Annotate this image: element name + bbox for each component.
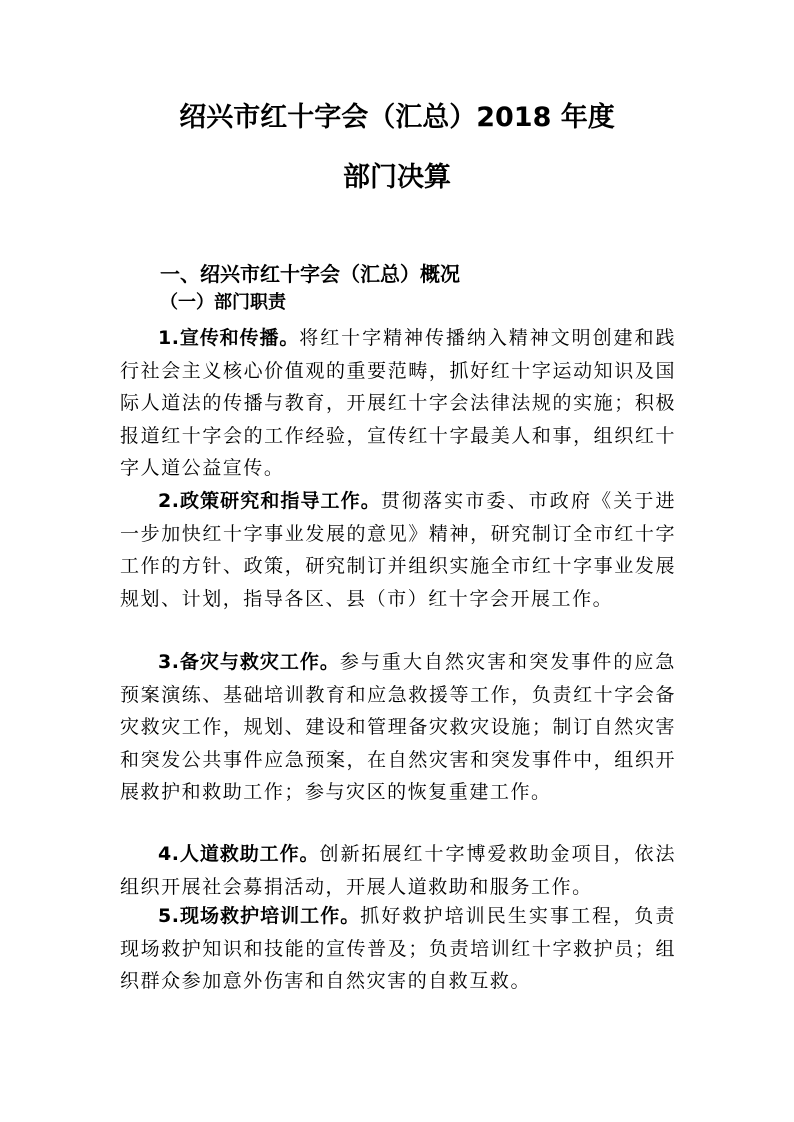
paragraph-lead: 5.现场救护培训工作。 xyxy=(158,905,361,927)
document-title-line2: 部门决算 xyxy=(343,162,451,193)
paragraph-body: 抓好救护培训民生实事工程，负责现场救护知识和技能的宣传普及；负责培训红十字救护员；组织群众参加意外伤害和自然灾害的自救互救。 xyxy=(120,905,676,993)
section-heading: 一、绍兴市红十字会（汇总）概况 xyxy=(160,262,460,286)
duty-paragraph-5 xyxy=(120,900,676,998)
paragraph-lead: 3.备灾与救灾工作。 xyxy=(158,651,340,673)
duty-paragraph-4 xyxy=(120,838,676,903)
duty-paragraph-2 xyxy=(120,485,676,615)
paragraph-body: 参与重大自然灾害和突发事件的应急预案演练、基础培训教育和应急救援等工作，负责红十字会备灾救灾工作，规划、建设和管理备灾救灾设施；制订自然灾害和突发公共事件应急预案，在自然灾害和突发事件中，组织开展救护和救助工作；参与灾区的恢复重建工作。 xyxy=(120,651,676,804)
subsection-heading: （一）部门职责 xyxy=(160,292,286,313)
duty-paragraph-3 xyxy=(120,646,676,809)
paragraph-body: 创新拓展红十字博爱救助金项目，依法组织开展社会募捐活动，开展人道救助和服务工作。 xyxy=(120,843,676,898)
paragraph-lead: 4.人道救助工作。 xyxy=(158,843,320,865)
duty-paragraph-1 xyxy=(120,322,676,485)
paragraph-lead: 2.政策研究和指导工作。 xyxy=(158,490,381,512)
paragraph-lead: 1.宣传和传播。 xyxy=(158,327,300,349)
paragraph-body: 将红十字精神传播纳入精神文明创建和践行社会主义核心价值观的重要范畴，抓好红十字运动知识及国际人道法的传播与教育，开展红十字会法律法规的实施；积极报道红十字会的工作经验，宣传红十字最美人和事，组织红十字人道公益宣传。 xyxy=(120,327,676,480)
paragraph-body: 贯彻落实市委、市政府《关于进一步加快红十字事业发展的意见》精神，研究制订全市红十字工作的方针、政策，研究制订并组织实施全市红十字事业发展规划、计划，指导各区、县（市）红十字会开展工作。 xyxy=(120,490,676,610)
document-title-line1: 绍兴市红十字会（汇总）2018 年度 xyxy=(179,102,615,133)
